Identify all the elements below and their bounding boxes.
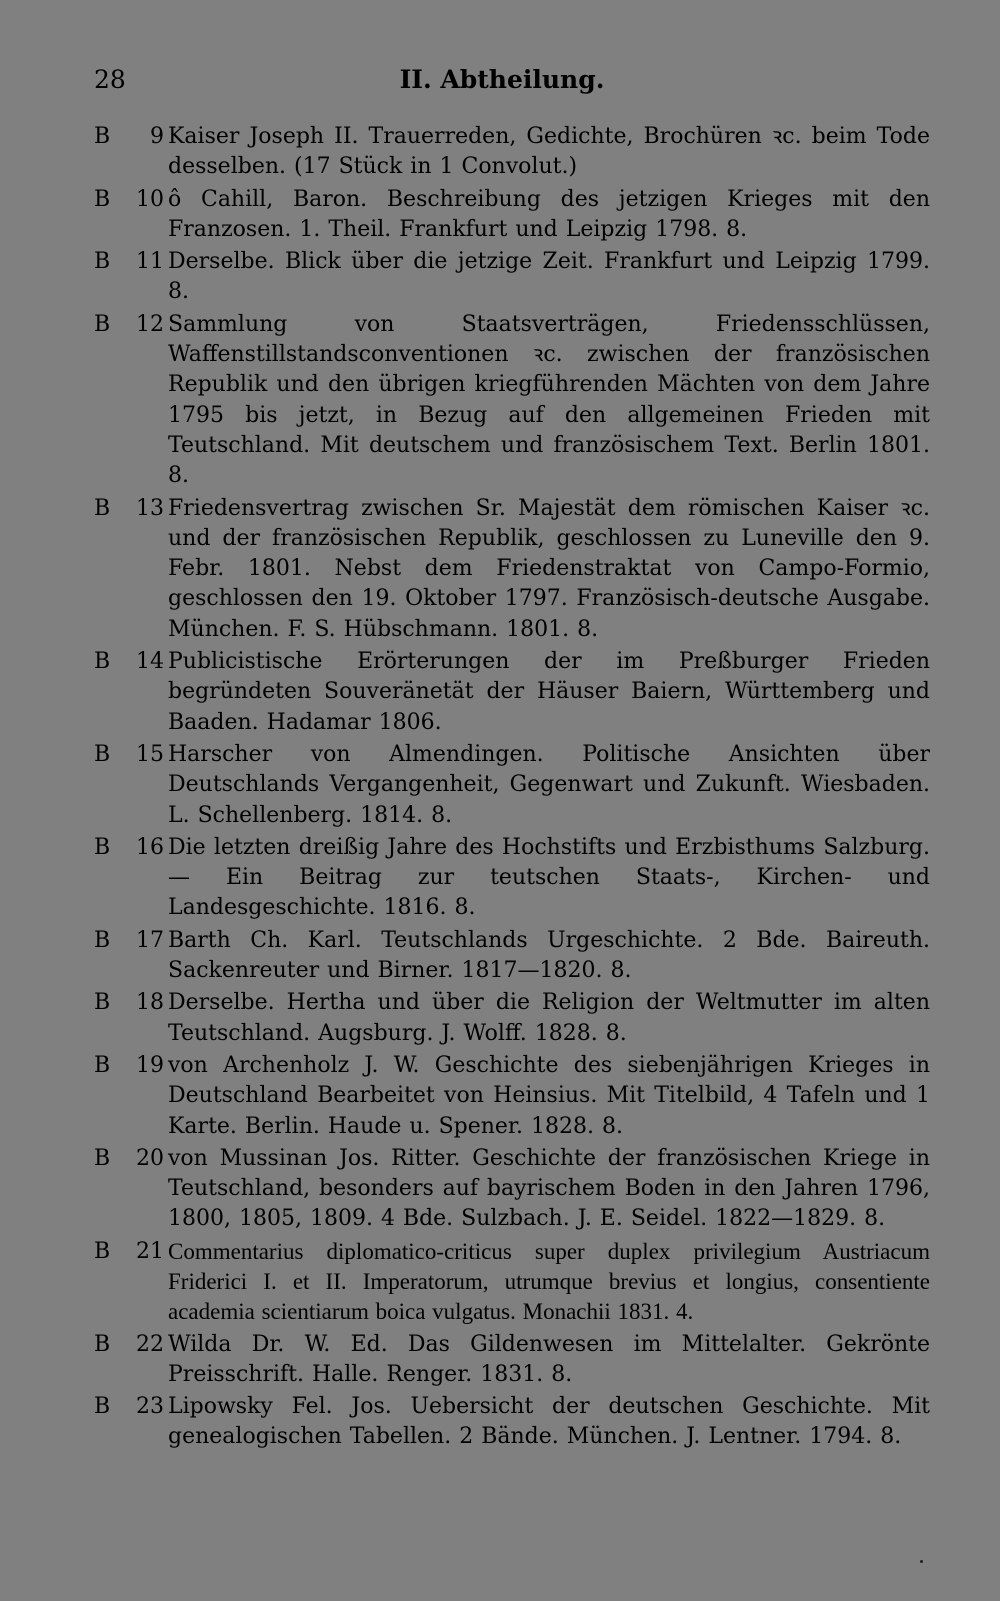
shelfmark-number: 21 bbox=[136, 1238, 164, 1264]
entry-text: Die letzten dreißig Jahre des Hochstifts und Erzbisthums Salzburg. — Ein Beitrag zur teutschen Staats-, Kirchen- und Landesgeschichte. 1816. 8. bbox=[168, 834, 930, 921]
shelfmark-number: 12 bbox=[136, 311, 164, 337]
shelfmark-number: 19 bbox=[136, 1052, 164, 1078]
entry-text: Lipowsky Fel. Jos. Uebersicht der deutschen Geschichte. Mit genealogischen Tabellen. 2 Bände. München. J. Lentner. 1794. 8. bbox=[168, 1394, 930, 1450]
list-item bbox=[94, 1392, 930, 1453]
shelfmark-letter: B bbox=[94, 186, 111, 212]
entry-shelfmark bbox=[94, 247, 168, 277]
entry-shelfmark bbox=[94, 310, 168, 340]
shelfmark-letter: B bbox=[94, 834, 111, 860]
list-item bbox=[94, 1237, 930, 1328]
entry-shelfmark bbox=[94, 926, 168, 956]
shelfmark-number: 10 bbox=[136, 186, 164, 212]
shelfmark-letter: B bbox=[94, 124, 111, 149]
shelfmark-letter: B bbox=[94, 1331, 111, 1357]
list-item bbox=[94, 185, 930, 246]
entry-shelfmark bbox=[94, 740, 168, 770]
entry-shelfmark bbox=[94, 647, 168, 677]
list-item bbox=[94, 926, 930, 987]
entry-text: von Archenholz J. W. Geschichte des siebenjährigen Krieges in Deutschland Bearbeitet von Heinsius. Mit Titelbild, 4 Tafeln und 1 Karte. Berlin. Haude u. Spener. 1828. 8. bbox=[168, 1052, 930, 1139]
shelfmark-number: 22 bbox=[136, 1331, 164, 1357]
entry-shelfmark bbox=[94, 1392, 168, 1422]
entry-text: Commentarius diplomatico-criticus super duplex privilegium Austriacum Friderici I. et II. Imperatorum, utrumque brevius et longius, consentiente academia scientiarum boica vulgatus. Monachii 1831. 4. bbox=[168, 1238, 930, 1325]
entry-text: Wilda Dr. W. Ed. Das Gildenwesen im Mittelalter. Gekrönte Preisschrift. Halle. Renger. 1831. 8. bbox=[168, 1331, 930, 1387]
entry-shelfmark bbox=[94, 122, 168, 152]
entry-text: Kaiser Joseph II. Trauerreden, Gedichte, Brochüren ꝛc. beim Tode desselben. (17 Stück in 1 Convolut.) bbox=[168, 124, 930, 180]
shelfmark-letter: B bbox=[94, 495, 111, 521]
section-title: II. Abtheilung. bbox=[399, 65, 605, 94]
list-item bbox=[94, 1330, 930, 1391]
list-item bbox=[94, 833, 930, 924]
shelfmark-letter: B bbox=[94, 741, 111, 767]
list-item bbox=[94, 494, 930, 645]
shelfmark-number: 11 bbox=[136, 249, 164, 275]
bibliography-list bbox=[94, 122, 930, 1455]
shelfmark-number: 14 bbox=[136, 649, 164, 675]
shelfmark-number: 18 bbox=[136, 990, 164, 1016]
shelfmark-letter: B bbox=[94, 1238, 111, 1264]
shelfmark-letter: B bbox=[94, 1052, 111, 1078]
entry-text: Derselbe. Hertha und über die Religion der Weltmutter im alten Teutschland. Augsburg. J. Wolff. 1828. 8. bbox=[168, 990, 930, 1046]
entry-text: von Mussinan Jos. Ritter. Geschichte der französischen Kriege in Teutschland, besonders auf bayrischem Boden in den Jahren 1796, 1800, 1805, 1809. 4 Bde. Sulzbach. J. E. Seidel. 1822—1829. 8. bbox=[168, 1145, 930, 1232]
page-number: 28 bbox=[94, 65, 126, 94]
list-item bbox=[94, 988, 930, 1049]
running-head bbox=[94, 62, 930, 98]
list-item bbox=[94, 122, 930, 183]
entry-text: Harscher von Almendingen. Politische Ansichten über Deutschlands Vergangenheit, Gegenwart und Zukunft. Wiesbaden. L. Schellenberg. 1814. 8. bbox=[168, 741, 930, 828]
shelfmark-letter: B bbox=[94, 1394, 111, 1420]
list-item bbox=[94, 740, 930, 831]
shelfmark-letter: B bbox=[94, 1145, 111, 1171]
page-speck bbox=[920, 1560, 923, 1563]
entry-shelfmark bbox=[94, 185, 168, 215]
shelfmark-letter: B bbox=[94, 649, 111, 675]
shelfmark-number: 9 bbox=[150, 124, 164, 149]
list-item bbox=[94, 1144, 930, 1235]
entry-shelfmark bbox=[94, 494, 168, 524]
shelfmark-number: 17 bbox=[136, 927, 164, 953]
shelfmark-letter: B bbox=[94, 927, 111, 953]
entry-shelfmark bbox=[94, 833, 168, 863]
entry-text: ô Cahill, Baron. Beschreibung des jetzigen Krieges mit den Franzosen. 1. Theil. Frankfurt und Leipzig 1798. 8. bbox=[168, 186, 930, 242]
entry-text: Sammlung von Staatsverträgen, Friedensschlüssen, Waffenstillstandsconventionen ꝛc. zwischen der französischen Republik und den übrigen kriegführenden Mächten von dem Jahre 1795 bis jetzt, in Bezug auf den allgemeinen Frieden mit Teutschland. Mit deutschem und französischem Text. Berlin 1801. 8. bbox=[168, 311, 930, 489]
entry-text: Friedensvertrag zwischen Sr. Majestät dem römischen Kaiser ꝛc. und der französischen Republik, geschlossen zu Luneville den 9. Febr. 1801. Nebst dem Friedenstraktat von Campo-Formio, geschlossen den 19. Oktober 1797. Französisch-deutsche Ausgabe. München. F. S. Hübschmann. 1801. 8. bbox=[168, 495, 930, 642]
shelfmark-letter: B bbox=[94, 249, 111, 275]
entry-text: Barth Ch. Karl. Teutschlands Urgeschichte. 2 Bde. Baireuth. Sackenreuter und Birner. 1817—1820. 8. bbox=[168, 927, 930, 984]
shelfmark-number: 15 bbox=[136, 741, 164, 767]
entry-shelfmark bbox=[94, 1144, 168, 1174]
shelfmark-number: 16 bbox=[136, 834, 164, 860]
entry-text: Publicistische Erörterungen der im Preßburger Frieden begründeten Souveränetät der Häuser Baiern, Württemberg und Baaden. Hadamar 1806. bbox=[168, 649, 930, 735]
entry-shelfmark bbox=[94, 1330, 168, 1360]
entry-shelfmark bbox=[94, 1051, 168, 1081]
shelfmark-number: 13 bbox=[136, 495, 164, 521]
shelfmark-number: 20 bbox=[136, 1145, 164, 1171]
list-item bbox=[94, 310, 930, 492]
list-item bbox=[94, 247, 930, 308]
list-item bbox=[94, 647, 930, 738]
shelfmark-number: 23 bbox=[136, 1394, 164, 1420]
shelfmark-letter: B bbox=[94, 990, 111, 1016]
shelfmark-letter: B bbox=[94, 311, 111, 337]
entry-shelfmark bbox=[94, 988, 168, 1018]
list-item bbox=[94, 1051, 930, 1142]
entry-shelfmark bbox=[94, 1237, 168, 1267]
entry-text: Derselbe. Blick über die jetzige Zeit. Frankfurt und Leipzig 1799. 8. bbox=[168, 249, 930, 305]
